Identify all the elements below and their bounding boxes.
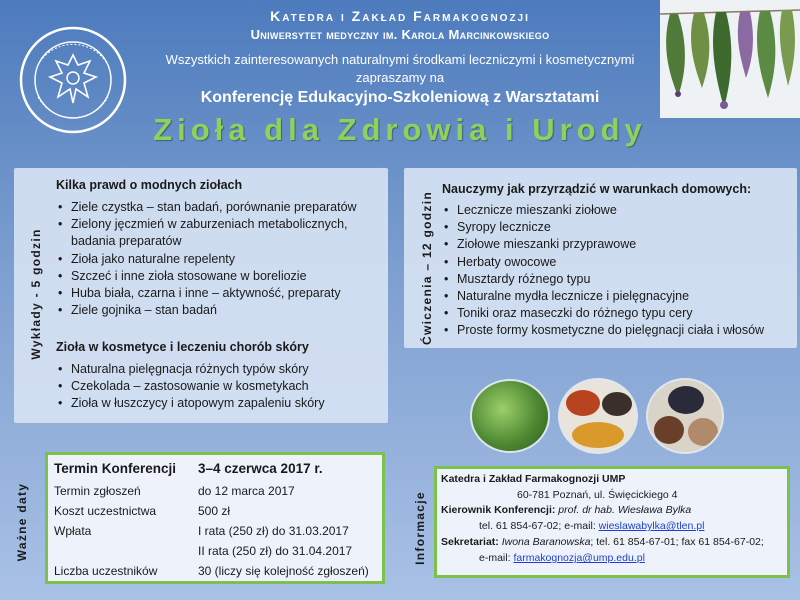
lectures-section2-heading: Zioła w kosmetyce i leczeniu chorób skóry: [56, 340, 309, 354]
page-title: Zioła dla Zdrowia i Urody: [153, 112, 647, 147]
list-item: • Ziele gojnika – stan badań: [56, 302, 357, 319]
university-name: Uniwersytet medyczny im. Karola Marcinkowskiego: [250, 27, 550, 42]
list-item: • Ziołowe mieszanki przyprawowe: [442, 236, 764, 253]
secretary-name: Iwona Baranowska: [501, 536, 591, 548]
spices-bowl-image: [558, 378, 638, 454]
secretary-label: Sekretariat:: [441, 536, 499, 548]
dates-row-value: 500 zł: [198, 504, 231, 518]
list-item: • Syropy lecznicze: [442, 219, 764, 236]
dates-row-value: 3–4 czerwca 2017 r.: [198, 461, 323, 476]
list-item: • Ziele czystka – stan badań, porównanie preparatów: [56, 199, 357, 216]
head-contact-line: [479, 520, 704, 532]
invitation-line-1: Wszystkich zainteresowanych naturalnymi środkami leczniczymi i kosmetycznymi: [165, 52, 635, 67]
dates-row-label: Koszt uczestnictwa: [54, 504, 157, 518]
list-item: • Herbaty owocowe: [442, 254, 764, 271]
important-dates-panel: [45, 452, 385, 584]
list-item: • Szczeć i inne zioła stosowane w boreliozie: [56, 268, 357, 285]
organization-name: Katedra i Zakład Farmakognozji UMP: [441, 473, 626, 485]
dates-row-label: Termin zgłoszeń: [54, 484, 141, 498]
list-item: • Toniki oraz maseczki do różnego typu cery: [442, 305, 764, 322]
list-item: • Zielony jęczmień w zaburzeniach metabolicznych,: [56, 216, 357, 233]
dates-row-label: Wpłata: [54, 524, 92, 538]
conference-head-line: [441, 504, 691, 516]
dates-row-label: Liczba uczestników: [54, 564, 158, 578]
lectures-section1-list: [56, 199, 357, 319]
info-side-label: Informacje: [413, 491, 427, 565]
list-item-continuation: badania preparatów: [71, 234, 182, 249]
secretary-email-line: [479, 552, 645, 564]
list-item: • Naturalna pielęgnacja różnych typów skóry: [56, 361, 325, 378]
list-item: • Zioła w łuszczycy i atopowym zapaleniu skóry: [56, 395, 325, 412]
list-item: • Czekolada – zastosowanie w kosmetykach: [56, 378, 325, 395]
dates-row-value: II rata (250 zł) do 31.04.2017: [198, 544, 353, 558]
head-email-link[interactable]: wieslawabylka@tlen.pl: [598, 520, 705, 532]
department-name: Katedra i Zakład Farmakognozji: [270, 8, 530, 24]
workshops-heading: Nauczymy jak przyrządzić w warunkach domowych:: [442, 182, 752, 196]
conference-type: Konferencję Edukacyjno-Szkoleniową z Warsztatami: [200, 89, 600, 106]
peppercorn-bowl-image: [646, 378, 724, 454]
dates-row-value: do 12 marca 2017: [198, 484, 295, 498]
secretary-phones: ; tel. 61 854-67-01; fax 61 854-67-02;: [590, 536, 764, 548]
secretary-email-prefix: e-mail:: [479, 552, 514, 564]
secretary-line: [441, 536, 764, 548]
lectures-side-label: Wykłady - 5 godzin: [29, 228, 43, 360]
dates-row-value: I rata (250 zł) do 31.03.2017: [198, 524, 349, 538]
list-item: • Lecznicze mieszanki ziołowe: [442, 202, 764, 219]
list-item: • Naturalne mydła lecznicze i pielęgnacyjne: [442, 288, 764, 305]
basil-bowl-image: [470, 379, 550, 453]
list-item: • Huba biała, czarna i inne – aktywność, preparaty: [56, 285, 357, 302]
head-label: Kierownik Konferencji:: [441, 504, 556, 516]
workshops-panel: [404, 168, 797, 348]
organization-address: 60-781 Poznań, ul. Święcickiego 4: [517, 489, 678, 501]
dates-row-value: 30 (liczy się kolejność zgłoszeń): [198, 564, 369, 578]
workshops-list: [442, 202, 764, 340]
dates-row-label: Termin Konferencji: [54, 461, 177, 476]
workshops-side-label: Ćwiczenia – 12 godzin: [420, 191, 434, 345]
lectures-panel: [14, 168, 388, 423]
head-contact-prefix: tel. 61 854-67-02; e-mail:: [479, 520, 599, 532]
information-panel: [434, 466, 790, 578]
list-item: • Musztardy różnego typu: [442, 271, 764, 288]
head-name: prof. dr hab. Wiesława Bylka: [558, 504, 692, 516]
lectures-section1-heading: Kilka prawd o modnych ziołach: [56, 178, 243, 192]
lectures-section2-list: [56, 361, 325, 413]
dates-side-label: Ważne daty: [15, 482, 29, 562]
list-item: • Proste formy kosmetyczne do pielęgnacji ciała i włosów: [442, 322, 764, 339]
invitation-line-2: zapraszamy na: [355, 70, 445, 85]
list-item: • Zioła jako naturalne repelenty: [56, 251, 357, 268]
secretary-email-link[interactable]: farmakognozja@ump.edu.pl: [513, 552, 645, 564]
